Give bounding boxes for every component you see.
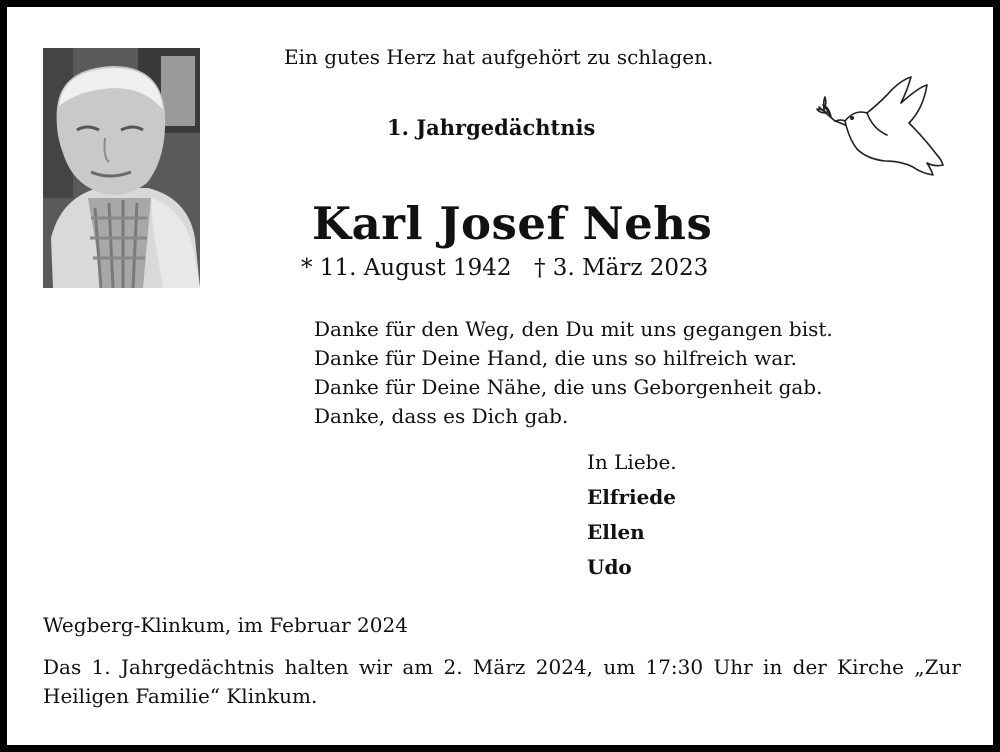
verse-line: Danke, dass es Dich gab. [314, 404, 569, 428]
birth-date: * 11. August 1942 [301, 255, 512, 281]
death-date: † 3. März 2023 [534, 255, 709, 281]
verse-line: Danke für Deine Hand, die uns so hilfreich war. [314, 346, 797, 370]
motto: Ein gutes Herz hat aufgehört zu schlagen. [284, 45, 714, 69]
signer-name: Ellen [587, 520, 645, 544]
place-date: Wegberg-Klinkum, im Februar 2024 [43, 613, 408, 637]
service-announcement: Das 1. Jahrgedächtnis halten wir am 2. März 2024, um 17:30 Uhr in der Kirche „Zur Heiligen Familie“ Klinkum. [43, 655, 961, 708]
verse-line: Danke für den Weg, den Du mit uns gegangen bist. [314, 317, 833, 341]
portrait-image [43, 48, 200, 288]
dove-with-olive-branch-icon [815, 69, 945, 181]
verse [314, 315, 833, 431]
portrait-photo [43, 48, 200, 288]
anniversary-heading: 1. Jahrgedächtnis [387, 115, 596, 140]
signature-block [587, 445, 677, 585]
signer-name: Elfriede [587, 485, 677, 509]
signer-name: Udo [587, 555, 632, 579]
verse-line: Danke für Deine Nähe, die uns Geborgenheit gab. [314, 375, 823, 399]
deceased-name: Karl Josef Nehs [312, 197, 713, 250]
signature-intro: In Liebe. [587, 450, 677, 474]
